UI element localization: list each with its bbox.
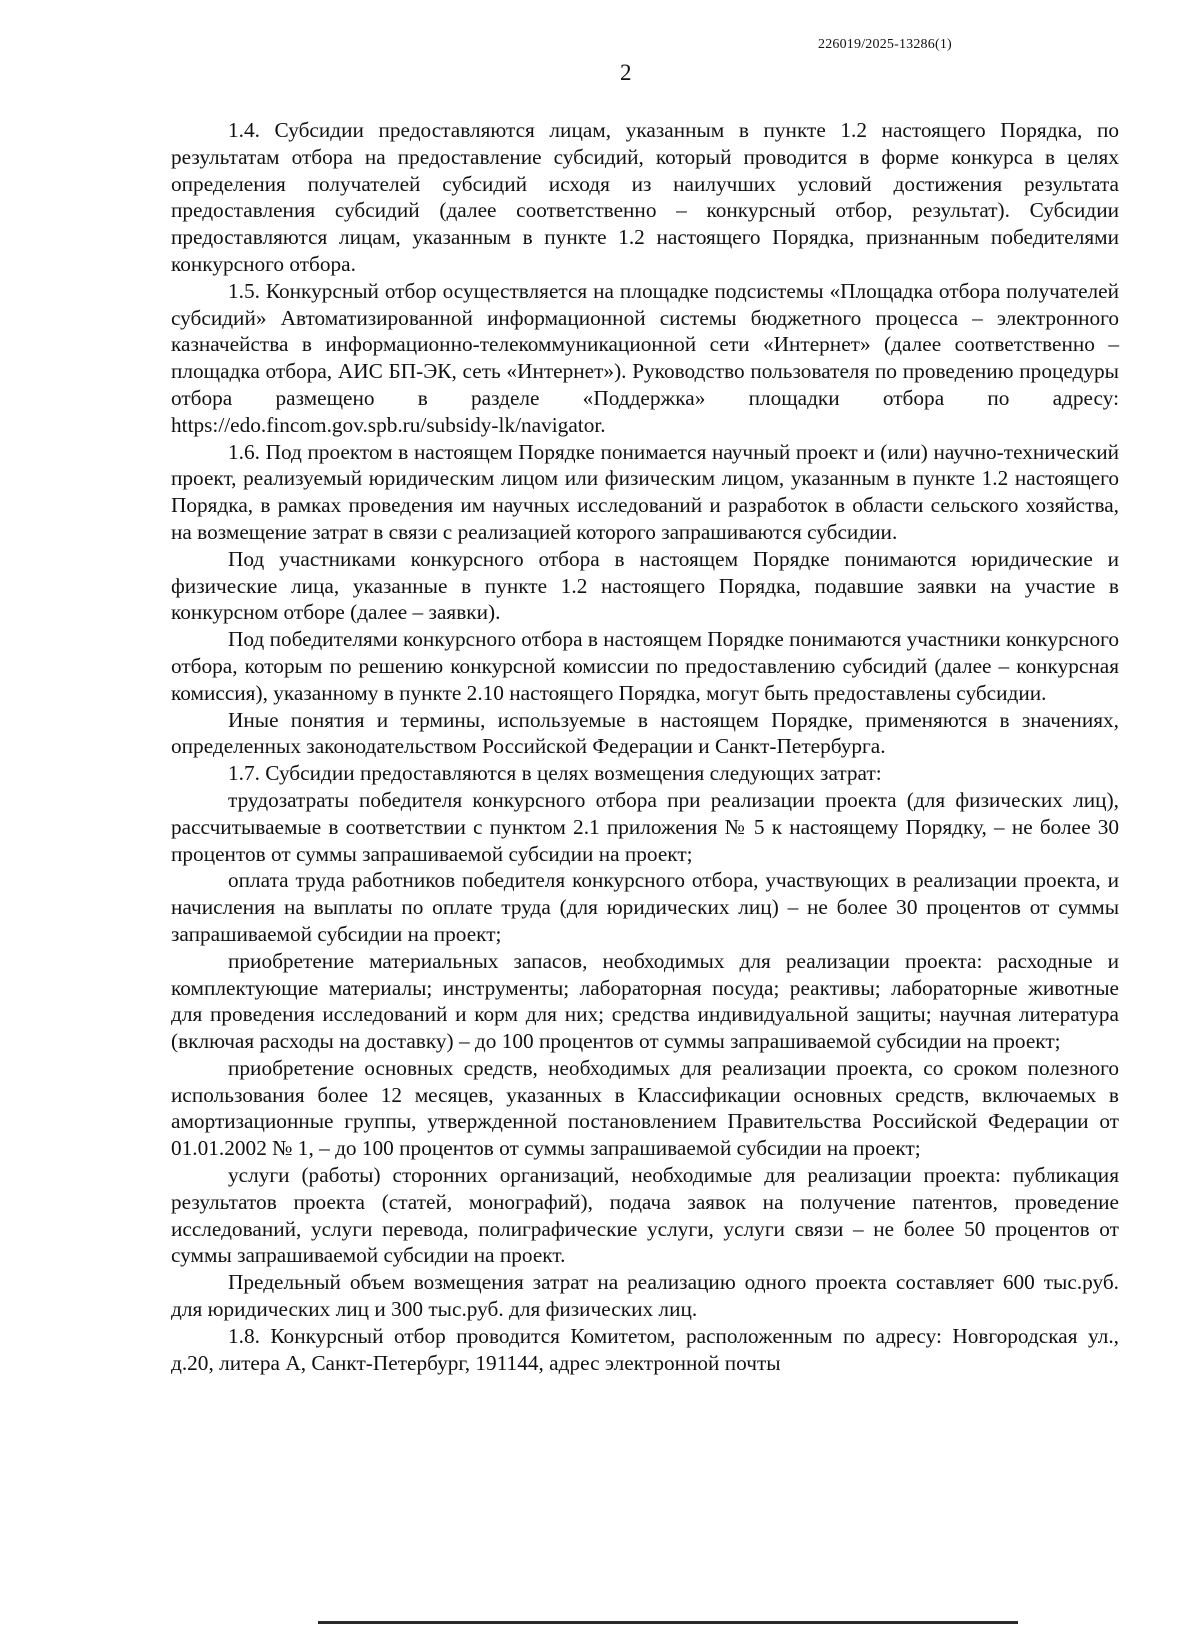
paragraph-winners-definition: Под победителями конкурсного отбора в настоящем Порядке понимаются участники конкурсного отбора, которым по решению конкурсной комиссии по предоставлению субсидий (далее – конкурсная комиссия), указанному в пункте 2.10 настоящего Порядка, могут быть предоставлены субсидии. [171,627,1120,705]
paragraph-cost-wages-legal-entities: оплата труда работников победителя конкурсного отбора, участвующих в реализации проекта, и начисления на выплаты по оплате труда (для юридических лиц) – не более 30 процентов от суммы запрашиваемой субсидии на проект; [171,868,1119,946]
paragraph-1-8: 1.8. Конкурсный отбор проводится Комитетом, расположенным по адресу: Новгородская ул., д.20, литера А, Санкт-Петербург, 191144, адрес электронной почты [171,1323,1119,1375]
paragraph-1-7: 1.7. Субсидии предоставляются в целях возмещения следующих затрат: [228,761,882,786]
document-body [171,117,1119,1376]
document-id: 226019/2025-13286(1) [818,37,952,52]
paragraph-1-6: 1.6. Под проектом в настоящем Порядке понимается научный проект и (или) научно-технический проект, реализуемый юридическим лицом или физическим лицом, указанным в пункте 1.2 настоящего Порядка, в рамках проведения им научных исследований и разработок в области сельского хозяйства, на возмещение затрат в связи с реализацией которого запрашиваются субсидии. [171,439,1119,544]
paragraph-1-4: 1.4. Субсидии предоставляются лицам, указанным в пункте 1.2 настоящего Порядка, по результатам отбора на предоставление субсидий, который проводится в форме конкурса в целях определения получателей субсидий исходя из наилучших условий достижения результата предоставления субсидий (далее соответственно – конкурсный отбор, результат). Субсидии предоставляются лицам, указанным в пункте 1.2 настоящего Порядка, признанным победителями конкурсного отбора. [171,118,1119,276]
paragraph-1-5: 1.5. Конкурсный отбор осуществляется на площадке подсистемы «Площадка отбора получателей субсидий» Автоматизированной информационной системы бюджетного процесса – электронного казначейства в информационно-телекоммуникационной сети «Интернет» (далее соответственно – площадка отбора, АИС БП-ЭК, сеть «Интернет»). Руководство пользователя по проведению процедуры отбора размещено в разделе «Поддержка» площадки отбора по адресу: https://edo.fincom.gov.spb.ru/subsidy-lk/navigator. [171,278,1119,437]
paragraph-cost-materials: приобретение материальных запасов, необходимых для реализации проекта: расходные и комплектующие материалы; инструменты; лабораторная посуда; реактивы; лабораторные животные для проведения исследований и корм для них; средства индивидуальной защиты; научная литература (включая расходы на доставку) – до 100 процентов от суммы запрашиваемой субсидии на проект; [171,948,1119,1054]
page-number: 2 [620,60,632,85]
paragraph-cost-third-party-services: услуги (работы) сторонних организаций, необходимые для реализации проекта: публикация результатов проекта (статей, монографий), подача заявок на получение патентов, проведение исследований, услуги перевода, полиграфические услуги, услуги связи – не более 50 процентов от суммы запрашиваемой субсидии на проект. [171,1163,1119,1268]
paragraph-max-reimbursement: Предельный объем возмещения затрат на реализацию одного проекта составляет 600 тыс.руб. для юридических лиц и 300 тыс.руб. для физических лиц. [171,1270,1119,1322]
bottom-scan-rule [318,1621,1018,1624]
paragraph-cost-labor-individuals: трудозатраты победителя конкурсного отбора при реализации проекта (для физических лиц), рассчитываемые в соответствии с пунктом 2.1 приложения № 5 к настоящему Порядку, – не более 30 процентов от суммы запрашиваемой субсидии на проект; [171,787,1119,866]
paragraph-cost-fixed-assets: приобретение основных средств, необходимых для реализации проекта, со сроком полезного использования более 12 месяцев, указанных в Классификации основных средств, включаемых в амортизационные группы, утвержденной постановлением Правительства Российской Федерации от 01.01.2002 № 1, – до 100 процентов от суммы запрашиваемой субсидии на проект; [171,1055,1119,1161]
paragraph-participants-definition: Под участниками конкурсного отбора в настоящем Порядке понимаются юридические и физические лица, указанные в пункте 1.2 настоящего Порядка, подавшие заявки на участие в конкурсном отборе (далее – заявки). [171,546,1119,625]
paragraph-other-terms: Иные понятия и термины, используемые в настоящем Порядке, применяются в значениях, определенных законодательством Российской Федерации и Санкт-Петербурга. [171,707,1119,759]
